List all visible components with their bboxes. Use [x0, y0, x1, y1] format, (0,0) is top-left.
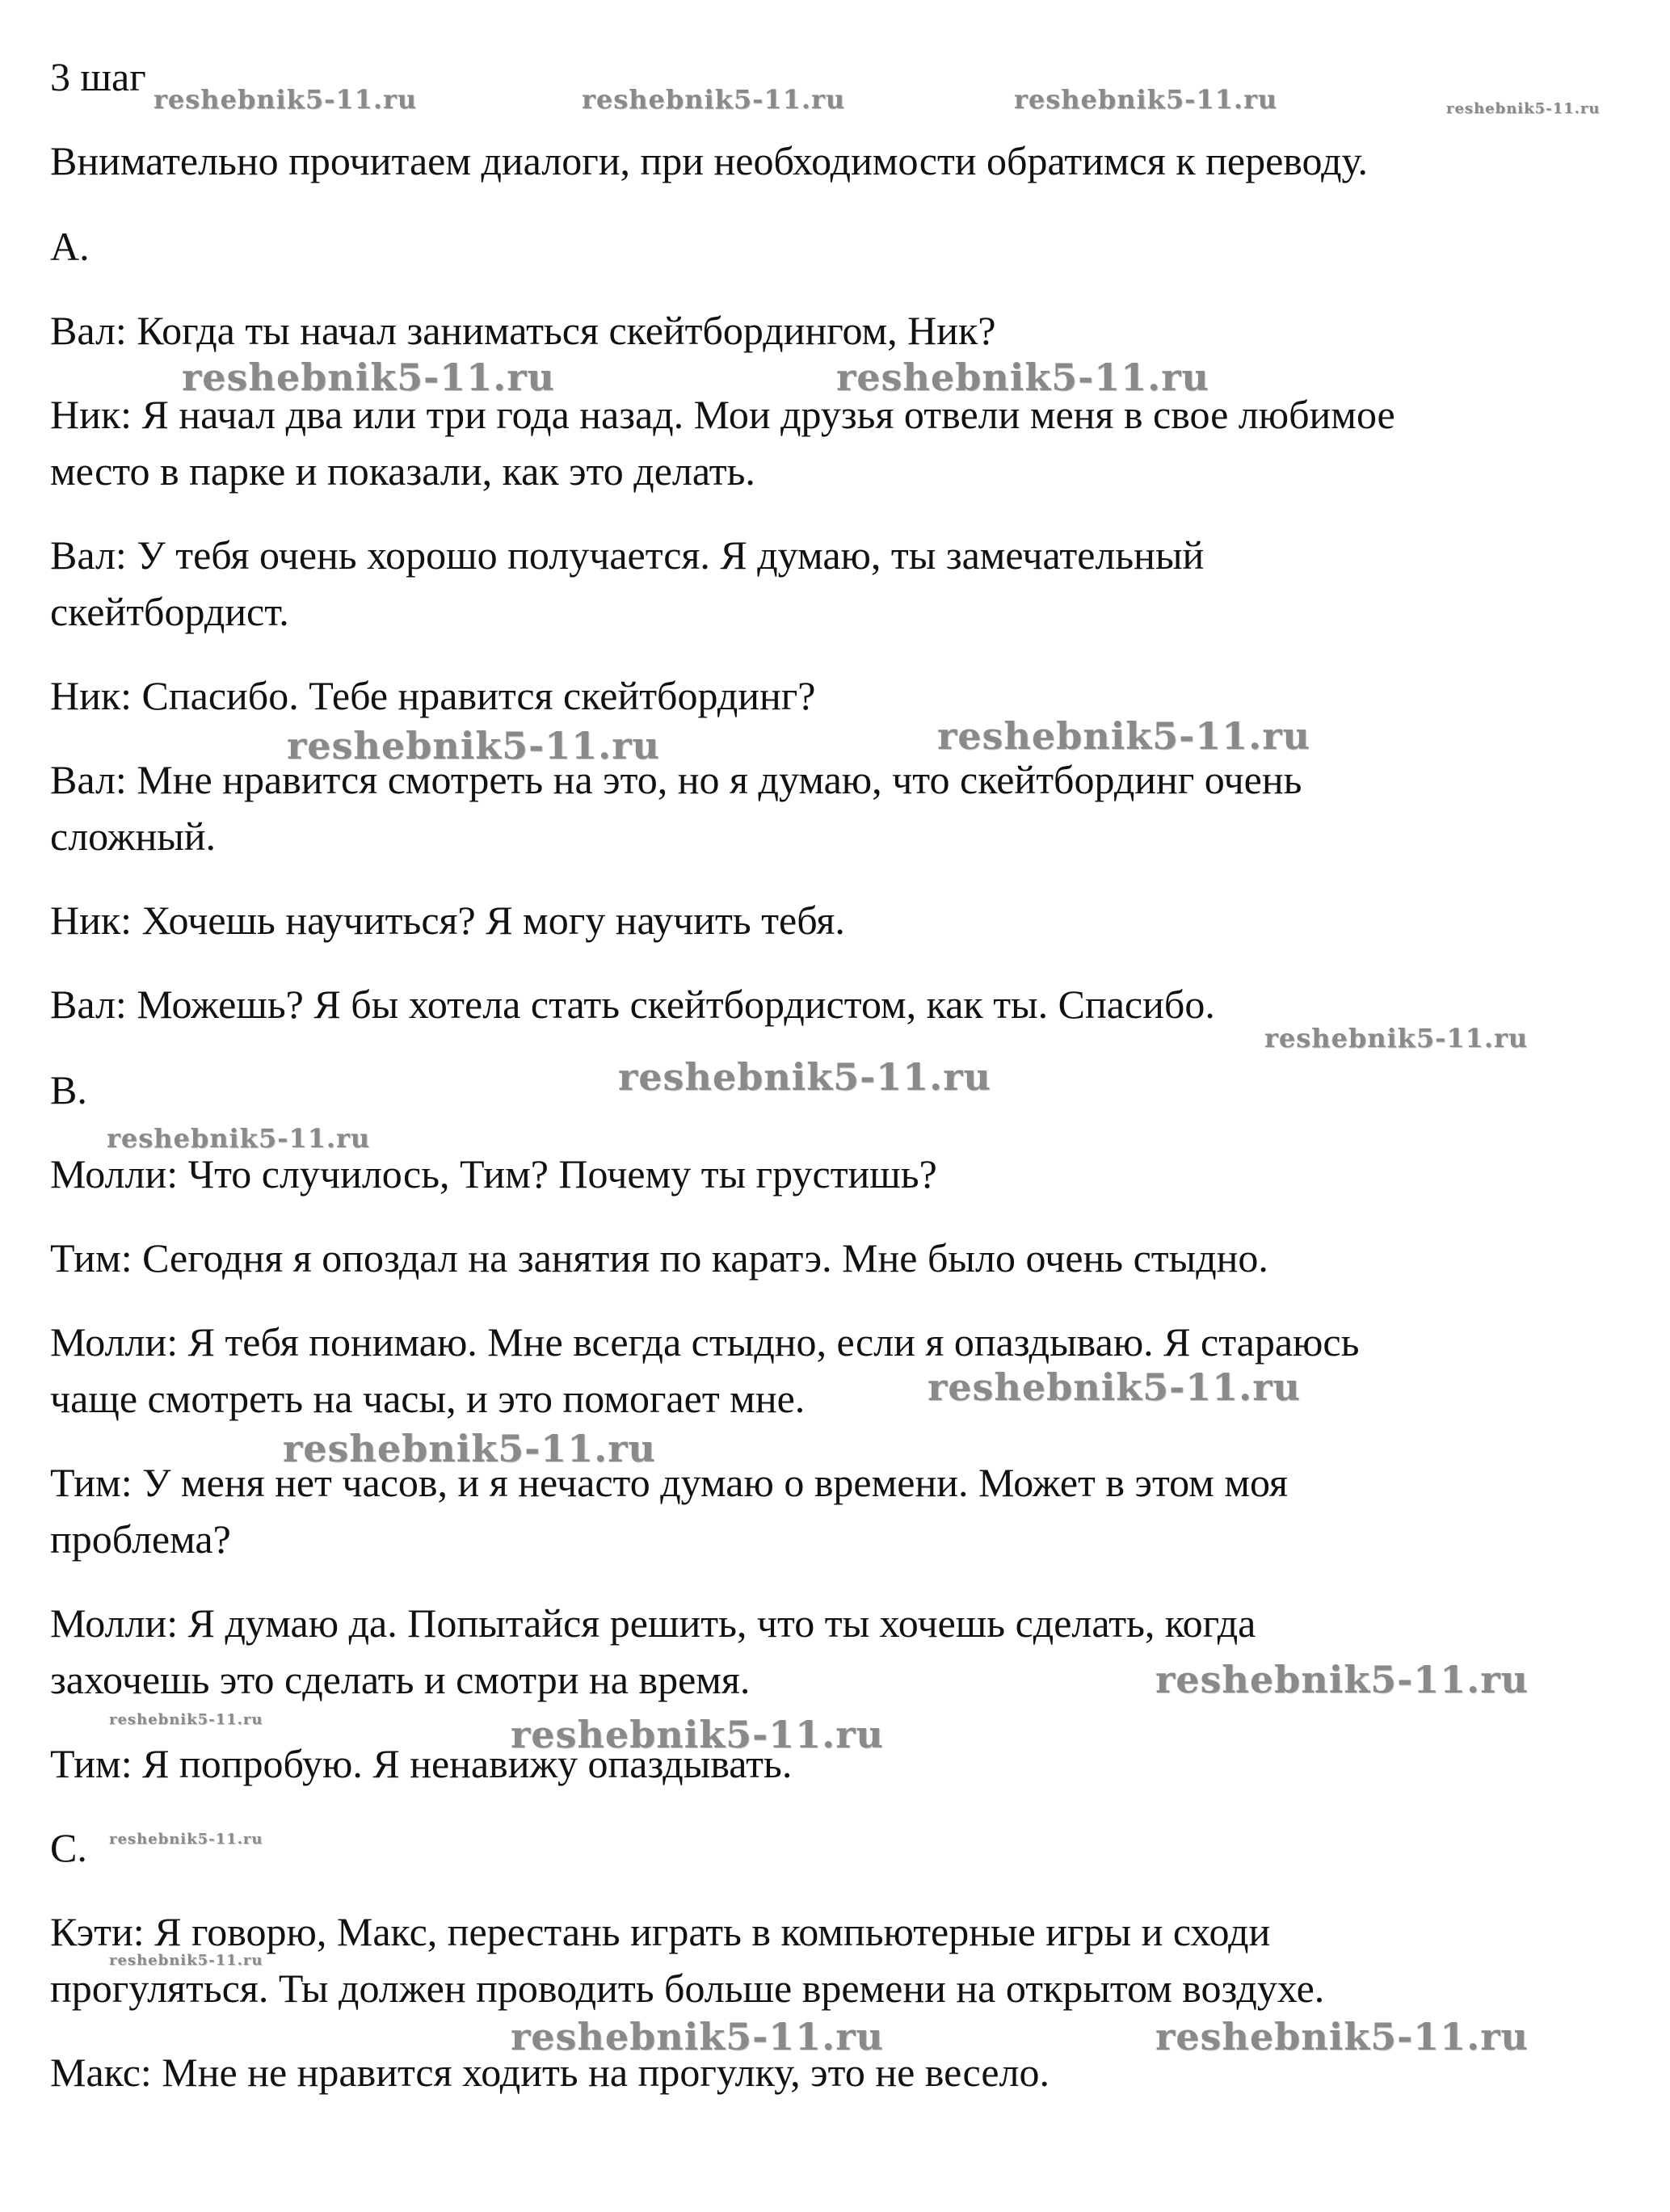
watermark: reshebnik5-11.ru [937, 714, 1310, 758]
watermark: reshebnik5-11.ru [1155, 1658, 1529, 1701]
watermark: reshebnik5-11.ru [928, 1365, 1301, 1409]
watermark: reshebnik5-11.ru [287, 724, 660, 767]
dialog-line: сложный. [50, 814, 217, 859]
section-a-label: A. [50, 224, 90, 269]
dialog-line: чаще смотреть на часы, и это помогает мне. [50, 1376, 806, 1421]
watermark: reshebnik5-11.ru [283, 1427, 656, 1470]
dialog-line: Вал: Когда ты начал заниматься скейтбордингом, Ник? [50, 308, 996, 353]
watermark: reshebnik5-11.ru [109, 1952, 263, 1969]
watermark: reshebnik5-11.ru [1264, 1023, 1529, 1053]
dialog-line: Молли: Я думаю да. Попытайся решить, что ты хочешь сделать, когда [50, 1600, 1256, 1646]
watermark: reshebnik5-11.ru [109, 1711, 263, 1728]
dialog-line: прогуляться. Ты должен проводить больше времени на открытом воздухе. [50, 1966, 1325, 2011]
intro-paragraph: Внимательно прочитаем диалоги, при необходимости обратимся к переводу. [50, 138, 1369, 183]
dialog-line: Тим: Сегодня я опоздал на занятия по каратэ. Мне было очень стыдно. [50, 1235, 1268, 1281]
step-heading: 3 шаг [50, 54, 146, 99]
dialog-line: Вал: У тебя очень хорошо получается. Я думаю, ты замечательный [50, 532, 1205, 578]
section-c-label: C. [50, 1825, 87, 1870]
dialog-line: Ник: Я начал два или три года назад. Мои друзья отвели меня в свое любимое [50, 392, 1395, 437]
dialog-line: Вал: Мне нравится смотреть на это, но я думаю, что скейтбординг очень [50, 757, 1302, 802]
watermark: reshebnik5-11.ru [1014, 84, 1278, 115]
dialog-line: Ник: Хочешь научиться? Я могу научить тебя. [50, 898, 845, 943]
watermark: reshebnik5-11.ru [182, 355, 555, 399]
watermark: reshebnik5-11.ru [618, 1055, 991, 1099]
dialog-line: Кэти: Я говорю, Макс, перестань играть в компьютерные игры и сходи [50, 1909, 1271, 1954]
dialog-line: скейтбордист. [50, 589, 289, 634]
watermark: reshebnik5-11.ru [582, 84, 846, 115]
dialog-line: Молли: Что случилось, Тим? Почему ты грустишь? [50, 1151, 937, 1196]
dialog-line: место в парке и показали, как это делать. [50, 448, 755, 494]
dialog-line: Макс: Мне не нравится ходить на прогулку, это не весело. [50, 2050, 1050, 2095]
dialog-line: проблема? [50, 1516, 231, 1562]
dialog-line: Вал: Можешь? Я бы хотела стать скейтбордистом, как ты. Спасибо. [50, 982, 1215, 1027]
watermark: reshebnik5-11.ru [154, 84, 418, 115]
watermark: reshebnik5-11.ru [109, 1831, 263, 1848]
section-b-label: B. [50, 1067, 87, 1112]
watermark: reshebnik5-11.ru [1446, 100, 1601, 117]
dialog-line: захочешь это сделать и смотри на время. [50, 1657, 751, 1702]
dialog-line: Тим: Я попробую. Я ненавижу опаздывать. [50, 1741, 793, 1786]
watermark: reshebnik5-11.ru [511, 2015, 884, 2059]
dialog-line: Молли: Я тебя понимаю. Мне всегда стыдно, если я опаздываю. Я стараюсь [50, 1319, 1360, 1365]
dialog-line: Ник: Спасибо. Тебе нравится скейтбординг? [50, 673, 816, 718]
watermark: reshebnik5-11.ru [1155, 2015, 1529, 2059]
watermark: reshebnik5-11.ru [511, 1713, 884, 1756]
watermark: reshebnik5-11.ru [836, 355, 1209, 399]
dialog-line: Тим: У меня нет часов, и я нечасто думаю о времени. Может в этом моя [50, 1460, 1289, 1505]
watermark: reshebnik5-11.ru [107, 1123, 371, 1154]
